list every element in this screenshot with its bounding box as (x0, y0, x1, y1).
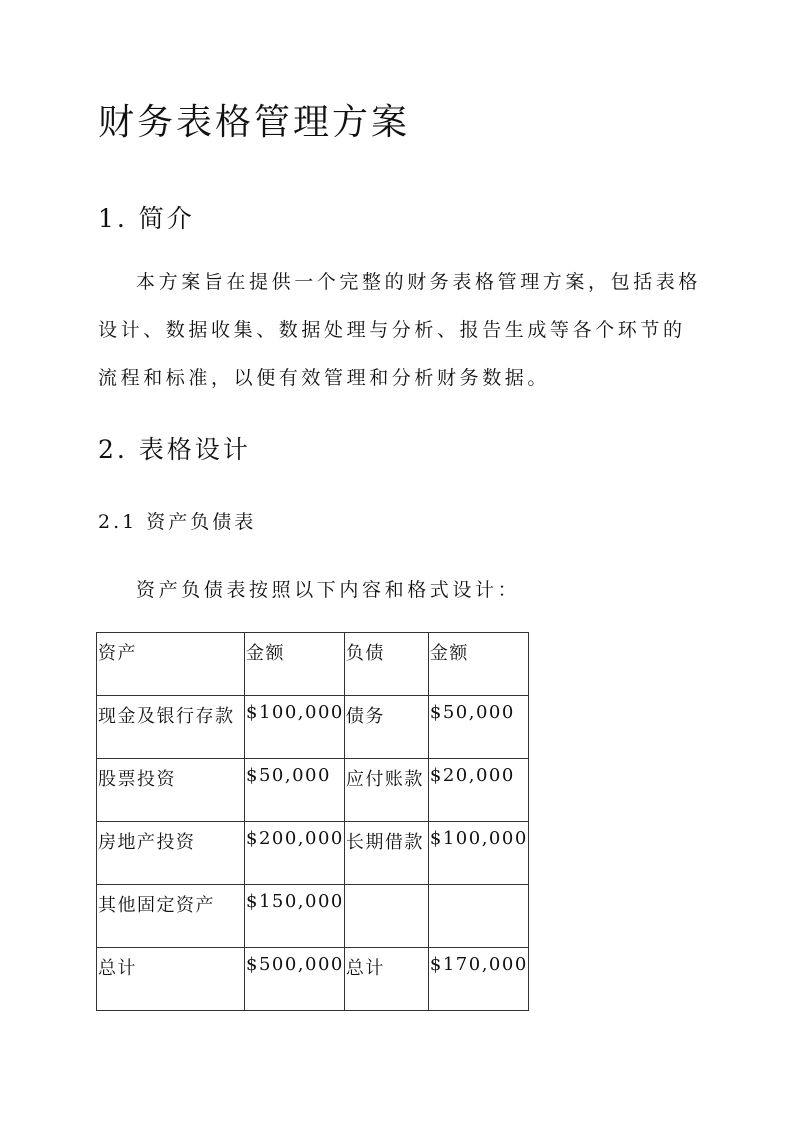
header-cell: 负债 (344, 633, 428, 696)
table-cell: $170,000 (428, 948, 528, 1011)
table-cell: $200,000 (245, 822, 345, 885)
balance-sheet-table (96, 632, 529, 1011)
table-cell: 应付账款 (344, 759, 428, 822)
table-cell: 现金及银行存款 (97, 696, 245, 759)
section-heading-table-design: 2. 表格设计 (98, 435, 251, 464)
table-header-row (97, 633, 529, 696)
table-cell: 其他固定资产 (97, 885, 245, 948)
table-row (97, 822, 529, 885)
table-cell: $150,000 (245, 885, 345, 948)
table-cell (428, 885, 528, 948)
header-cell: 金额 (428, 633, 528, 696)
table-cell: $50,000 (245, 759, 345, 822)
table-cell: 债务 (344, 696, 428, 759)
balance-sheet-paragraph: 资产负债表按照以下内容和格式设计： (136, 579, 521, 601)
table-cell: $20,000 (428, 759, 528, 822)
header-cell: 资产 (97, 633, 245, 696)
table-cell (344, 885, 428, 948)
table-cell: 长期借款 (344, 822, 428, 885)
table-row (97, 948, 529, 1011)
table-cell: $100,000 (245, 696, 345, 759)
table-cell: $100,000 (428, 822, 528, 885)
table-cell: 总计 (97, 948, 245, 1011)
table-cell: 总计 (344, 948, 428, 1011)
table-row (97, 696, 529, 759)
intro-paragraph: 本方案旨在提供一个完整的财务表格管理方案，包括表格设计、数据收集、数据处理与分析、报告生成等各个环节的流程和标准，以便有效管理和分析财务数据。 (98, 271, 702, 389)
table-row (97, 885, 529, 948)
section-heading-intro: 1. 简介 (98, 204, 195, 233)
document-title: 财务表格管理方案 (98, 102, 411, 143)
table-cell: $50,000 (428, 696, 528, 759)
header-cell: 金额 (245, 633, 345, 696)
subsection-heading-balance-sheet: 2.1 资产负债表 (98, 511, 257, 533)
table-row (97, 759, 529, 822)
table-cell: 股票投资 (97, 759, 245, 822)
table-cell: $500,000 (245, 948, 345, 1011)
table-cell: 房地产投资 (97, 822, 245, 885)
